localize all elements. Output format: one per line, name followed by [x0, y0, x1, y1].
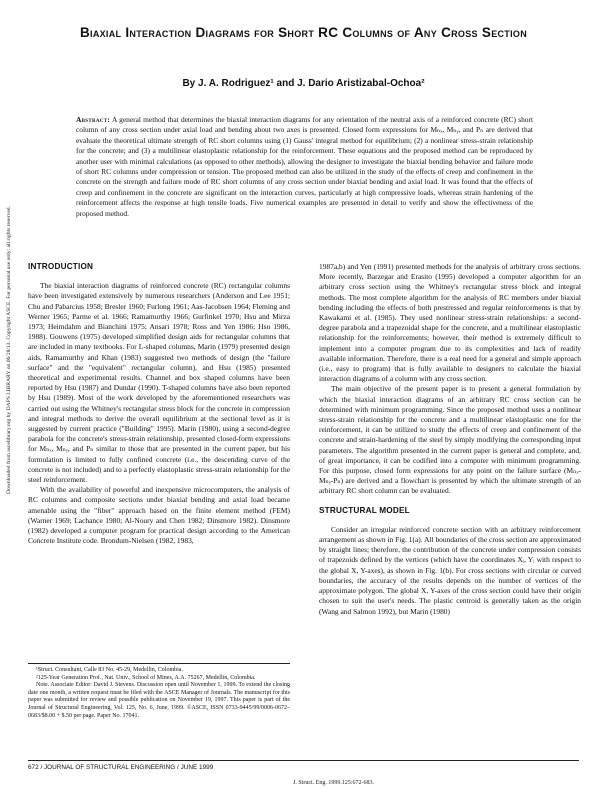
intro-paragraph-4: The main objective of the present paper is to present a general formulation by which the biaxial interaction diagrams of an arbitrary RC cross section can be determined with minimum programming. Since the proposed method uses a nonlinear stress-strain relationship for the concrete and a multilinear elastoplastic one for the reinforcement, it can be utilized to study the effects of creep and confinement of the concrete and strain-hardening of the steel by simply modifying the corresponding input parameters. The algorithm presented in the current paper is general and complete, and, of great importance, it can be codified into a computer with minimum programming. For this purpose, closed form expressions for any point on the failure surface (Mₙₓ-Mₙᵧ-Pₙ) are derived and a flowchart is presented by which the ultimate strength of an arbitrary RC short column can be evaluated.: [319, 384, 581, 496]
abstract-label: Abstract:: [76, 115, 111, 124]
paper-authors: By J. A. Rodriguez¹ and J. Dario Aristizabal-Ochoa²: [182, 78, 425, 89]
left-column: [28, 262, 290, 546]
footnote-1: ¹Struct. Consultant, Calle 83 No. 45-29, Medellin, Colombia.: [36, 667, 183, 673]
intro-paragraph-1: The biaxial interaction diagrams of reinforced concrete (RC) rectangular columns have been investigated extensively by numerous researchers (Anderson and Lee 1951; Chu and Pabarcius 1958; Bresler 1960; Furlong 1961; Aas-Jacobsen 1964; Fleming and Werner 1965; Parme et al. 1966; Ramamurthy 1966; Gurfinkel 1970; Hsu and Mirza 1973; Heimdahm and Bianchini 1975; Ansari 1978; Ross and Yen 1986; Hsu 1986, 1988). Gouwens (1975) developed simplified design aids for rectangular columns that are included in many textbooks. For L-shaped columns, Marin (1979) presented design aids, Ramamurthy and Khan (1983) suggested two methods of design (the "failure surface" and the "equivalent" rectangular column), and Hsu (1985) presented theoretical and experimental results. Channel and box shaped columns have been reported by Hsu (1987) and Dundar (1990). T-shaped columns have also been reported by Hsu (1989). Most of the work developed by the aforementioned researchers was carried out using the Whitney's rectangular stress block for the concrete in compression and integral methods to derive the overall equilibrium at the sectional level as it is suggested by current practice ("Building" 1995). Marin (1980), using a second-degree parabola for the concrete's stress-strain relationship, presented closed-form expressions for Mₙₓ, Mₙᵧ, and Pₙ similar to those that are presented in the current paper, but his formulation is limited to fully confined concrete (i.e., the descending curve of the concrete is not included) and to a perfectly elastoplastic stress-strain relationship for the steel reinforcement.: [28, 281, 290, 485]
intro-paragraph-3: 1987a,b) and Yen (1991) presented methods for the analysis of arbitrary cross sections. More recently, Barzegar and Erasito (1995) developed a computer algorithm for an arbitrary cross section using the Whitney's rectangular stress block and integral methods. The most complete algorithm for the analysis of RC members under biaxial bending including the effects of both prestressed and regular reinforcements is that by Kawakami et al. (1985). They used nonlinear stress-strain relationships: a second-degree parabola and a trapezoidal shape for the concrete, and a multilinear elastoplastic relationship for the reinforcements; however, their method is extremely difficult to implement into a computer program due to its complexities and lack of readily available information. Therefore, there is a real need for a general and simple approach (i.e., easy to program) that is fully available to designers to calculate the biaxial interaction diagrams of a column with any cross section.: [319, 262, 581, 384]
structural-model-paragraph-1: Consider an irregular reinforced concrete section with an arbitrary reinforcement arrangement as shown in Fig. 1(a). All boundaries of the cross section are approximated by straight lines; therefore, the contribution of the concrete under compression consists of trapezoids defined by the vertices (which have the coordinates Xᵢ, Yᵢ with respect to the global X, Y-axes), as shown in Fig. 1(b). For cross sections with circular or curved boundaries, the accuracy of the results depends on the number of vertices of the approximate polygon. The global X, Y-axes of the cross section could have their origin chosen to suit the user's needs. The plastic centroid is generally taken as the origin (Wang and Salmon 1992), but Marin (1980): [319, 524, 581, 616]
editorial-note: Note. Associate Editor: David J. Stevens. Discussion open until November 1, 1999. To extend the closing date one month, a written request must be filed with the ASCE Manager of Journals. The manuscript for this paper was submitted for review and possible publication on November 19, 1997. This paper is part of the Journal of Structural Engineering, Vol. 125, No. 6, June, 1999. ©ASCE, ISSN 0733-9445/99/0006-0672–0683/$8.00 + $.50 per page. Paper No. 17041.: [28, 682, 290, 719]
right-column: [319, 262, 581, 617]
footnotes: [28, 663, 290, 720]
abstract: [76, 115, 533, 219]
download-notice-text: Downloaded from ascelibrary.org by DAPS LIBRARY on 06/28/13. Copyright ASCE. For personal use only; all rights reserved.: [6, 206, 12, 494]
structural-model-heading: STRUCTURAL MODEL: [319, 505, 410, 515]
abstract-text: A general method that determines the biaxial interaction diagrams for any orientation of the neutral axis of a reinforced concrete (RC) short column of any cross section under axial load and bending about two axes is presented. Closed form expressions for Mₙₓ, Mₙᵧ, and Pₙ are derived that evaluate the theoretical ultimate strength of RC short columns using (1) Gauss' integral method for equilibrium; (2) a nonlinear stress-strain relationship for the concrete; and (3) a multilinear elastoplastic relationship for the reinforcement. These equations and the proposed method can be reproduced by another user with minimal calculations (as opposed to other methods), allowing the designer to investigate the biaxial bending behavior and failure mode of short RC columns under compression or tension. The proposed method can also be utilized in the study of the effects of creep and confinement in the concrete on the strength and failure mode of RC short columns of any cross section under biaxial bending and axial load. It was found that the effects of creep and confinement in the concrete are significant on the interaction curves, particularly at high compressive loads, whereas strain hardening of the reinforcement affects the response at high tensile loads. Five numerical examples are presented in detail to verify and show the effectiveness of the proposed method.: [76, 115, 533, 218]
page-footer: 672 / JOURNAL OF STRUCTURAL ENGINEERING / JUNE 1999: [28, 760, 579, 771]
paper-title: Biaxial Interaction Diagrams for Short RC Columns of Any Cross Section: [79, 25, 527, 40]
download-notice-sidebar: [3, 120, 15, 580]
citation-text: J. Struct. Eng. 1999.125:672-683.: [293, 780, 374, 786]
intro-paragraph-2: With the availability of powerful and inexpensive microcomputers, the analysis of RC columns and composite sections under biaxial bending and axial load became amenable using the "fiber" approach based on the finite element method (FEM) (Warner 1969; Lachance 1980; Al-Noury and Chen 1982; Dinsmore 1982). Dinsmore (1982) developed a computer program for practical design according to the American Concrete Institute code. Brondum-Nielsen (1982, 1983,: [28, 485, 290, 546]
footnote-2: ²125-Year Generation Prof., Nat. Univ., School of Mines, A.A. 75267, Medellin, Colombia.: [36, 674, 256, 681]
citation-line: [0, 780, 607, 786]
introduction-heading: INTRODUCTION: [28, 262, 94, 271]
